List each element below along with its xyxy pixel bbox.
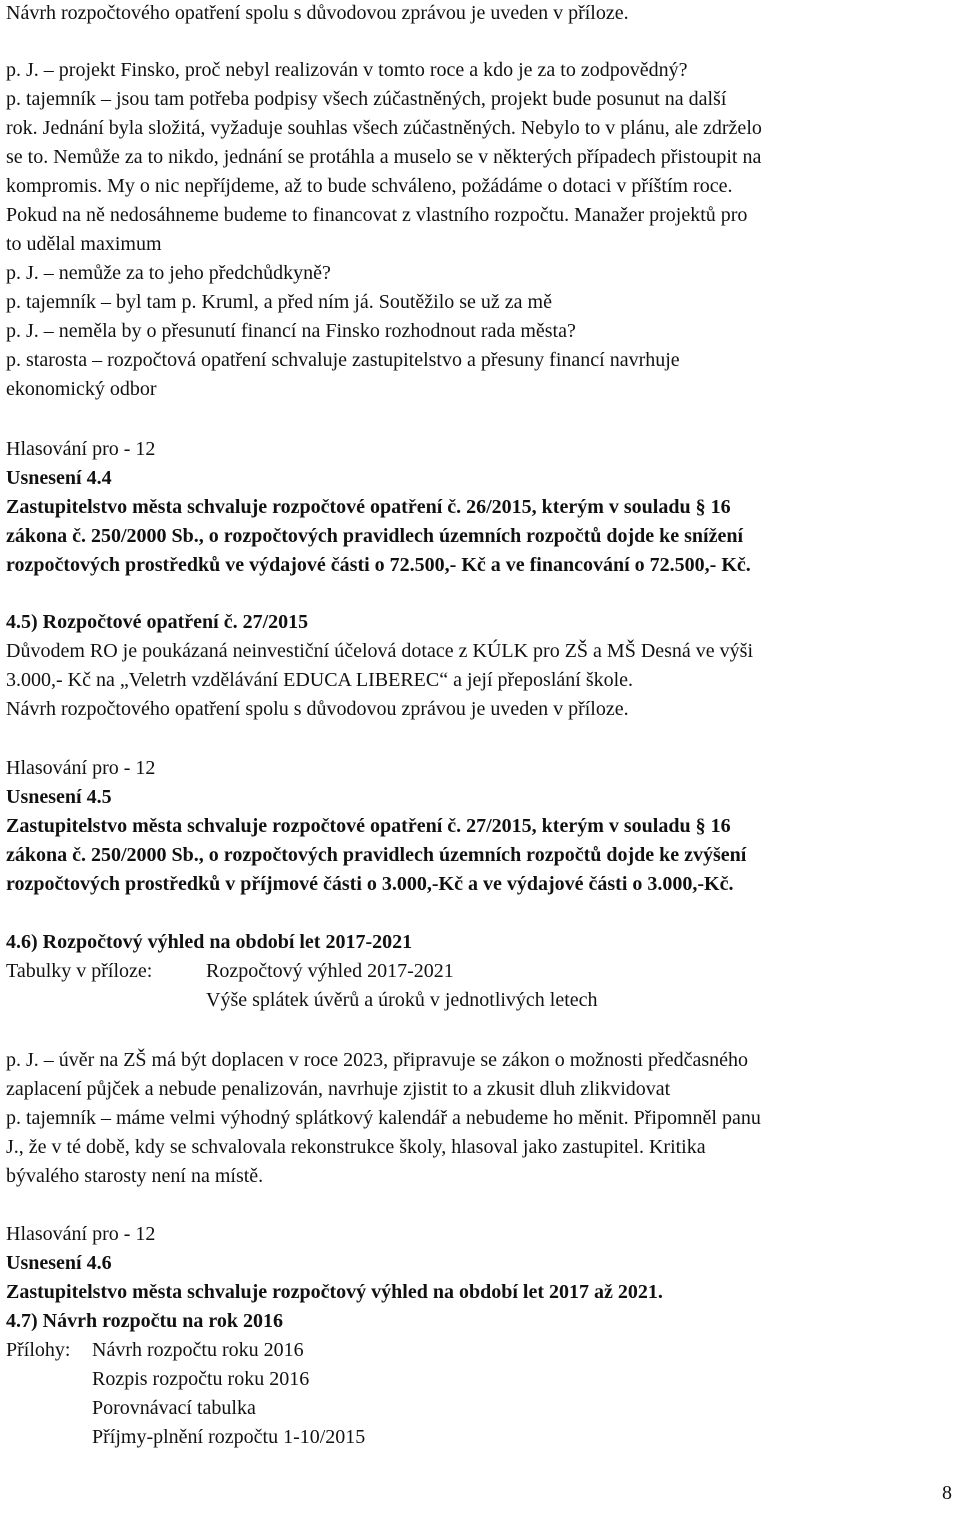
discussion-line: p. tajemník – byl tam p. Kruml, a před ním já. Soutěžilo se už za mě [6,291,552,313]
discussion-line: p. J. – úvěr na ZŠ má být doplacen v roce 2023, připravuje se zákon o možnosti předčasného [6,1049,749,1071]
attachment-item: Návrh rozpočtu roku 2016 [92,1339,304,1361]
resolution-line: rozpočtových prostředků v příjmové části o 3.000,-Kč a ve výdajové části o 3.000,-Kč. [6,873,734,895]
attachment-item: Rozpočtový výhled 2017-2021 [206,960,454,982]
resolution-title: Usnesení 4.6 [6,1252,112,1274]
vote-count: Hlasování pro - 12 [6,1223,156,1245]
attachment-item: Příjmy-plnění rozpočtu 1-10/2015 [92,1426,366,1448]
attachment-item: Výše splátek úvěrů a úroků v jednotlivých letech [206,989,598,1011]
resolution-line: rozpočtových prostředků ve výdajové části o 72.500,- Kč a ve financování o 72.500,- Kč. [6,554,751,576]
section-line: Důvodem RO je poukázaná neinvestiční účelová dotace z KÚLK pro ZŠ a MŠ Desná ve výši [6,640,754,662]
discussion-line: kompromis. My o nic nepříjdeme, až to bude schváleno, požádáme o dotaci v příštím roce. [6,175,733,197]
resolution-line: zákona č. 250/2000 Sb., o rozpočtových pravidlech územních rozpočtů dojde ke zvýšení [6,844,747,866]
discussion-line: p. J. – nemůže za to jeho předchůdkyně? [6,262,331,284]
resolution-line: Zastupitelstvo města schvaluje rozpočtový výhled na období let 2017 až 2021. [6,1281,663,1303]
resolution-title: Usnesení 4.4 [6,467,112,489]
section-heading: 4.5) Rozpočtové opatření č. 27/2015 [6,611,309,633]
discussion-line: to udělal maximum [6,233,162,255]
page-number: 8 [942,1482,952,1504]
resolution-line: zákona č. 250/2000 Sb., o rozpočtových pravidlech územních rozpočtů dojde ke snížení [6,525,744,547]
discussion-line: p. starosta – rozpočtová opatření schvaluje zastupitelstvo a přesuny financí navrhuje [6,349,680,371]
discussion-line: p. tajemník – jsou tam potřeba podpisy všech zúčastněných, projekt bude posunut na další [6,88,727,110]
discussion-line: p. J. – neměla by o přesunutí financí na Finsko rozhodnout rada města? [6,320,576,342]
vote-count: Hlasování pro - 12 [6,757,156,779]
discussion-line: p. tajemník – máme velmi výhodný splátkový kalendář a nebudeme ho měnit. Připomněl panu [6,1107,761,1129]
section-heading: 4.7) Návrh rozpočtu na rok 2016 [6,1310,284,1332]
section-heading: 4.6) Rozpočtový výhled na období let 2017-2021 [6,931,413,953]
intro-line: Návrh rozpočtového opatření spolu s důvodovou zprávou je uveden v příloze. [6,2,629,24]
attachment-item: Rozpis rozpočtu roku 2016 [92,1368,310,1390]
discussion-line: bývalého starosty není na místě. [6,1165,264,1187]
discussion-line: J., že v té době, kdy se schvalovala rekonstrukce školy, hlasoval jako zastupitel. Kritika [6,1136,706,1158]
discussion-line: Pokud na ně nedosáhneme budeme to financovat z vlastního rozpočtu. Manažer projektů pro [6,204,748,226]
section-line: Návrh rozpočtového opatření spolu s důvodovou zprávou je uveden v příloze. [6,698,629,720]
discussion-line: p. J. – projekt Finsko, proč nebyl realizován v tomto roce a kdo je za to zodpovědný? [6,59,688,81]
discussion-line: rok. Jednání byla složitá, vyžaduje souhlas všech zúčastněných. Nebylo to v plánu, ale zdrželo [6,117,762,139]
section-line: 3.000,- Kč na „Veletrh vzdělávání EDUCA LIBEREC“ a její přeposlání škole. [6,669,634,691]
discussion-line: se to. Nemůže za to nikdo, jednání se protáhla a muselo se v některých případech přistoupit na [6,146,762,168]
attachments-label: Tabulky v příloze: [6,960,153,982]
discussion-line: zaplacení půjček a nebude penalizován, navrhuje zjistit to a zkusit dluh zlikvidovat [6,1078,671,1100]
attachments-label: Přílohy: [6,1339,71,1361]
vote-count: Hlasování pro - 12 [6,438,156,460]
resolution-title: Usnesení 4.5 [6,786,112,808]
attachment-item: Porovnávací tabulka [92,1397,256,1419]
resolution-line: Zastupitelstvo města schvaluje rozpočtové opatření č. 26/2015, kterým v souladu § 16 [6,496,731,518]
resolution-line: Zastupitelstvo města schvaluje rozpočtové opatření č. 27/2015, kterým v souladu § 16 [6,815,731,837]
discussion-line: ekonomický odbor [6,378,157,400]
